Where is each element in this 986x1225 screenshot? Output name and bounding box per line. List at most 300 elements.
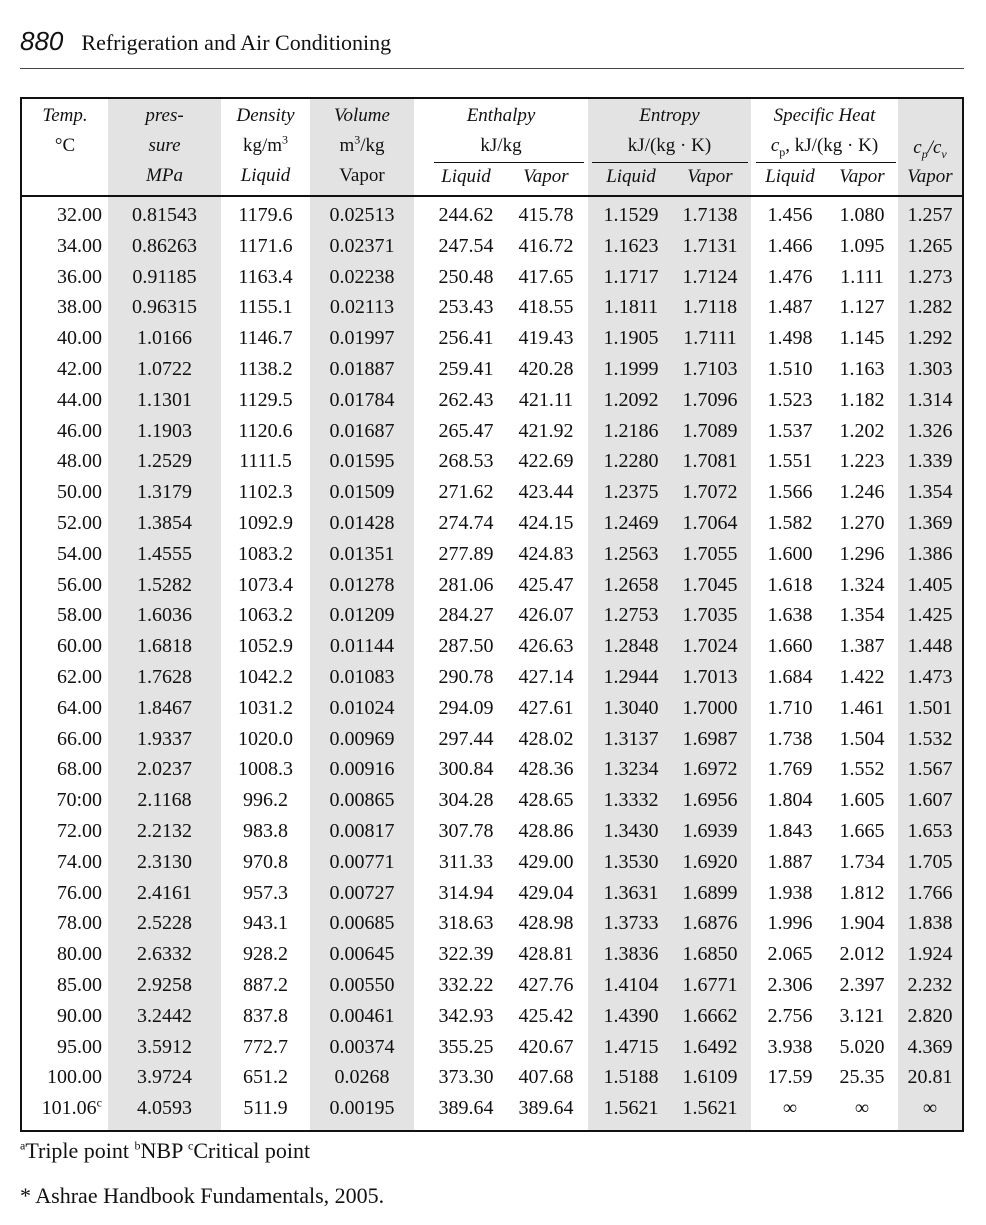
cell-sv: 1.7000 [682, 696, 738, 719]
cell-v: 0.01209 [329, 604, 395, 627]
cell-d: 1155.1 [238, 296, 293, 319]
cell-d: 1073.4 [238, 573, 293, 596]
cell-sl: 1.3137 [603, 727, 659, 750]
table-row [22, 508, 962, 539]
footnote-marker: b [134, 1138, 141, 1153]
cell-sl: 1.2280 [603, 450, 659, 473]
table-row [22, 1001, 962, 1032]
footnote-source: * Ashrae Handbook Fundamentals, 2005. [20, 1183, 385, 1208]
table-row [22, 385, 962, 416]
cell-cl: 1.738 [767, 727, 813, 750]
cell-hv: 428.98 [518, 912, 574, 935]
cell-k: 1.653 [907, 819, 953, 842]
cell-p: 1.3179 [137, 481, 192, 504]
cell-t: 46.00 [57, 419, 102, 442]
cell-sl: 1.3836 [603, 943, 659, 966]
cell-k: 1.386 [907, 542, 953, 565]
cell-v: 0.01351 [329, 542, 395, 565]
cell-v: 0.02513 [329, 204, 395, 226]
cell-k: 1.369 [907, 511, 953, 534]
cell-p: 0.86263 [132, 234, 197, 257]
cell-hl: 274.74 [438, 511, 494, 534]
cell-hl: 271.62 [438, 481, 494, 504]
header-specific-heat-vapor: Vapor [839, 166, 885, 187]
cell-d: 1031.2 [238, 696, 293, 719]
cell-v: 0.01595 [329, 450, 395, 473]
cell-p: 1.7628 [137, 665, 192, 688]
cell-sl: 1.2375 [603, 481, 659, 504]
cell-k: 1.532 [907, 727, 953, 750]
table-row [22, 662, 962, 693]
cell-k: 1.257 [907, 204, 953, 226]
cell-v: 0.00969 [329, 727, 395, 750]
cell-hl: 250.48 [438, 265, 494, 288]
cell-v: 0.00461 [329, 1004, 395, 1027]
cell-p: 2.0237 [137, 758, 192, 781]
cell-cv: 1.296 [839, 542, 885, 565]
cell-cv: 1.202 [839, 419, 885, 442]
table-row [22, 446, 962, 477]
cell-hv: 428.86 [518, 819, 574, 842]
cell-cl: 1.498 [767, 327, 813, 350]
cell-v: 0.01144 [329, 635, 395, 658]
cell-t: 70:00 [56, 789, 102, 812]
cell-hl: 284.27 [438, 604, 494, 627]
cell-v: 0.02238 [329, 265, 395, 288]
cell-hv: 418.55 [518, 296, 574, 319]
cell-d: 1042.2 [238, 665, 293, 688]
header-volume-unit: $m^3/kg$ [339, 132, 385, 156]
cell-cl: 3.938 [767, 1035, 813, 1058]
cell-t: 100.00 [47, 1066, 102, 1089]
header-enthalpy-liquid: Liquid [441, 166, 491, 187]
table-row [22, 939, 962, 970]
header-specific-heat-line1: Specific Heat [773, 105, 876, 126]
cell-hl: 290.78 [438, 665, 494, 688]
cell-t: 58.00 [57, 604, 102, 627]
cell-p: 0.91185 [132, 265, 197, 288]
cell-d: 1129.5 [238, 388, 293, 411]
cell-k: 1.473 [907, 665, 953, 688]
cell-sl: 1.2186 [603, 419, 659, 442]
cell-sv: 1.6850 [682, 943, 738, 966]
cell-cl: 2.306 [767, 973, 813, 996]
table-row [22, 785, 962, 816]
cell-sv: 1.7024 [682, 635, 738, 658]
cell-d: 996.2 [243, 789, 288, 812]
header-density-line1: Density [236, 105, 295, 126]
cell-v: 0.00916 [329, 758, 395, 781]
cell-p: 3.5912 [137, 1035, 192, 1058]
cell-hl: 281.06 [438, 573, 494, 596]
cell-sv: 1.7064 [682, 511, 738, 534]
cell-hl: 268.53 [438, 450, 494, 473]
cell-d: 1179.6 [238, 204, 293, 226]
cell-p: 1.5282 [137, 573, 192, 596]
cell-v: 0.00817 [329, 819, 395, 842]
cell-sv: 1.6662 [682, 1004, 738, 1027]
cell-p: 1.3854 [137, 511, 192, 534]
cell-sv: 1.6771 [682, 973, 738, 996]
header-rule [20, 68, 964, 69]
cell-v: 0.01887 [329, 357, 395, 380]
table-row [22, 416, 962, 447]
cell-d: 983.8 [243, 819, 288, 842]
cell-k: 1.354 [907, 481, 953, 504]
header-entropy-unit: kJ/(kg · K) [627, 135, 712, 156]
cell-sl: 1.4104 [603, 973, 659, 996]
cell-p: 0.81543 [132, 204, 197, 226]
cell-d: 1138.2 [238, 357, 293, 380]
cell-k: 1.425 [907, 604, 953, 627]
cell-cl: 1.537 [767, 419, 813, 442]
cell-cv: ∞ [854, 1097, 870, 1120]
header-temp-line1: Temp. [42, 105, 88, 126]
cell-hl: 265.47 [438, 419, 494, 442]
footnote-symbols [20, 1138, 310, 1164]
header-pressure-line2: sure [148, 135, 181, 156]
cell-sv: 1.6920 [682, 850, 738, 873]
cell-p: 1.1301 [137, 388, 192, 411]
header-density-unit: $kg/m^3$ [242, 132, 289, 156]
cell-hl: 373.30 [438, 1066, 494, 1089]
cell-cl: 1.804 [767, 789, 813, 812]
table-row [22, 354, 962, 385]
cell-hl: 297.44 [438, 727, 494, 750]
cell-sv: 1.7103 [682, 357, 738, 380]
cell-hl: 256.41 [438, 327, 494, 350]
table-row [22, 200, 962, 231]
cell-sl: 1.2469 [603, 511, 659, 534]
cell-p: 2.2132 [137, 819, 192, 842]
cell-p: 1.4555 [137, 542, 192, 565]
cell-k: 1.607 [907, 789, 953, 812]
cell-t: 54.00 [57, 542, 102, 565]
cell-t: 34.00 [57, 234, 102, 257]
table-row [22, 1093, 962, 1124]
table-body [22, 200, 962, 1124]
cell-hl: 300.84 [438, 758, 494, 781]
cell-t: 42.00 [57, 357, 102, 380]
cell-hv: 427.76 [518, 973, 574, 996]
cell-hl: 389.64 [438, 1097, 494, 1120]
cell-p: 0.96315 [132, 296, 197, 319]
cell-p: 1.1903 [137, 419, 192, 442]
cell-cv: 2.397 [839, 973, 885, 996]
cell-sl: 1.3234 [603, 758, 659, 781]
cell-hv: 419.43 [518, 327, 574, 350]
cell-v: 0.00195 [329, 1097, 395, 1120]
cell-hl: 244.62 [438, 204, 494, 226]
cell-k: 2.232 [907, 973, 953, 996]
cell-hv: 428.36 [518, 758, 574, 781]
cell-hv: 428.02 [518, 727, 574, 750]
cell-cv: 1.182 [839, 388, 885, 411]
cell-d: 1146.7 [238, 327, 293, 350]
cell-sv: 1.6987 [682, 727, 738, 750]
cell-hl: 311.33 [438, 850, 494, 873]
cell-hl: 322.39 [438, 943, 494, 966]
cell-hl: 314.94 [438, 881, 494, 904]
cell-p: 2.3130 [137, 850, 192, 873]
header-entropy-vapor: Vapor [687, 166, 733, 187]
header-separator [22, 195, 962, 197]
table-row [22, 477, 962, 508]
header-density-phase: Liquid [240, 165, 291, 186]
cell-cv: 1.605 [839, 789, 885, 812]
cell-d: 1063.2 [238, 604, 293, 627]
cell-sv: 1.7072 [682, 481, 738, 504]
cell-k: 1.282 [907, 296, 953, 319]
cell-hl: 318.63 [438, 912, 494, 935]
cell-d: 1163.4 [238, 265, 293, 288]
cell-k: 1.273 [907, 265, 953, 288]
cell-cv: 1.734 [839, 850, 885, 873]
cell-t: 80.00 [57, 943, 102, 966]
cell-v: 0.02113 [329, 296, 395, 319]
cell-v: 0.01278 [329, 573, 395, 596]
table-row [22, 262, 962, 293]
table-row [22, 600, 962, 631]
header-entropy-line1: Entropy [639, 105, 700, 126]
property-table [20, 97, 964, 1132]
cell-k: 1.303 [907, 357, 953, 380]
cell-cv: 1.270 [839, 511, 885, 534]
cell-t: 76.00 [57, 881, 102, 904]
cell-d: 1102.3 [238, 481, 293, 504]
table-row [22, 539, 962, 570]
table-row [22, 847, 962, 878]
cell-sl: 1.4390 [603, 1004, 659, 1027]
cell-t: 64.00 [57, 696, 102, 719]
cell-p: 2.5228 [137, 912, 192, 935]
cell-hl: 294.09 [438, 696, 494, 719]
cell-hl: 247.54 [438, 234, 494, 257]
cell-sl: 1.3430 [603, 819, 659, 842]
cell-sl: 1.1905 [603, 327, 659, 350]
cell-cl: 1.466 [767, 234, 813, 257]
footnote-text: Triple point [25, 1138, 135, 1163]
cell-d: 928.2 [243, 943, 288, 966]
cell-t: 85.00 [57, 973, 102, 996]
cell-t: 90.00 [57, 1004, 102, 1027]
cell-cv: 1.422 [839, 665, 885, 688]
cell-cl: 1.476 [767, 265, 813, 288]
footnote-text: Critical point [193, 1138, 311, 1163]
cell-cv: 1.095 [839, 234, 885, 257]
cell-d: 837.8 [243, 1004, 288, 1027]
cell-hl: 307.78 [438, 819, 494, 842]
cell-t: 101.06$^c$ [41, 1095, 102, 1120]
cell-cl: 17.59 [767, 1066, 813, 1089]
table-row [22, 570, 962, 601]
cell-t: 68.00 [57, 758, 102, 781]
table-row [22, 878, 962, 909]
cell-cl: 1.582 [767, 511, 813, 534]
cell-sv: 1.6939 [682, 819, 738, 842]
cell-hl: 262.43 [438, 388, 494, 411]
cell-d: 1111.5 [239, 450, 292, 473]
cell-cl: ∞ [782, 1097, 798, 1120]
cell-p: 1.0722 [137, 357, 192, 380]
cell-d: 651.2 [243, 1066, 288, 1089]
header-volume-line1: Volume [334, 105, 390, 126]
cell-sv: 1.6899 [682, 881, 738, 904]
cell-cv: 1.246 [839, 481, 885, 504]
cell-cv: 2.012 [839, 943, 885, 966]
cell-k: 1.314 [907, 388, 953, 411]
header-specific-heat-liquid: Liquid [765, 166, 815, 187]
table-row [22, 631, 962, 662]
cell-hl: 332.22 [438, 973, 494, 996]
cell-p: 4.0593 [137, 1097, 192, 1120]
cell-sl: 1.1717 [603, 265, 659, 288]
header-specific-heat-unit: $c_p$, kJ/(kg · K) [770, 135, 879, 159]
cell-sv: 1.7055 [682, 542, 738, 565]
cell-sl: 1.1529 [603, 204, 659, 226]
cell-d: 772.7 [243, 1035, 288, 1058]
cell-t: 52.00 [57, 511, 102, 534]
header-enthalpy-line1: Enthalpy [466, 105, 536, 126]
cell-k: 1.705 [907, 850, 953, 873]
cell-cv: 1.552 [839, 758, 885, 781]
cell-sl: 1.1811 [603, 296, 659, 319]
cell-cv: 1.812 [839, 881, 885, 904]
cell-t: 95.00 [57, 1035, 102, 1058]
cell-sl: 1.2563 [603, 542, 659, 565]
cell-sl: 1.2092 [603, 388, 659, 411]
cell-cl: 1.566 [767, 481, 813, 504]
cell-v: 0.00865 [329, 789, 395, 812]
cell-sl: 1.5621 [603, 1097, 659, 1120]
cell-hv: 417.65 [518, 265, 574, 288]
cell-p: 1.6036 [137, 604, 192, 627]
cell-cv: 1.127 [839, 296, 885, 319]
cell-sv: 1.7081 [682, 450, 738, 473]
cell-hv: 427.14 [518, 665, 574, 688]
cell-sl: 1.4715 [603, 1035, 659, 1058]
cell-k: 1.766 [907, 881, 953, 904]
cell-t: 74.00 [57, 850, 102, 873]
cell-d: 1092.9 [238, 511, 293, 534]
cell-hl: 259.41 [438, 357, 494, 380]
cell-cl: 1.523 [767, 388, 813, 411]
cell-v: 0.01428 [329, 511, 395, 534]
cell-sl: 1.2944 [603, 665, 659, 688]
cell-t: 36.00 [57, 265, 102, 288]
cell-sv: 1.6492 [682, 1035, 738, 1058]
cell-sl: 1.2753 [603, 604, 659, 627]
cell-cl: 2.065 [767, 943, 813, 966]
cell-p: 2.1168 [137, 789, 192, 812]
cell-sl: 1.3332 [603, 789, 659, 812]
cell-p: 2.6332 [137, 943, 192, 966]
table-row [22, 724, 962, 755]
cell-hv: 389.64 [518, 1097, 574, 1120]
header-entropy-liquid: Liquid [606, 166, 656, 187]
cell-sv: 1.7124 [682, 265, 738, 288]
cell-cl: 1.684 [767, 665, 813, 688]
cell-d: 1083.2 [238, 542, 293, 565]
cell-k: 1.326 [907, 419, 953, 442]
cell-sv: 1.7035 [682, 604, 738, 627]
cell-d: 887.2 [243, 973, 288, 996]
cell-sv: 1.7089 [682, 419, 738, 442]
cell-cl: 1.618 [767, 573, 813, 596]
cell-sv: 1.6972 [682, 758, 738, 781]
cell-v: 0.00685 [329, 912, 395, 935]
cell-k: 1.339 [907, 450, 953, 473]
table-row [22, 816, 962, 847]
cell-sl: 1.1623 [603, 234, 659, 257]
cell-k: ∞ [922, 1097, 938, 1120]
cell-v: 0.00645 [329, 943, 395, 966]
cell-p: 3.2442 [137, 1004, 192, 1027]
cell-v: 0.01997 [329, 327, 395, 350]
cell-p: 1.6818 [137, 635, 192, 658]
cell-cl: 1.456 [767, 204, 813, 226]
cell-cl: 1.510 [767, 357, 813, 380]
table-row [22, 323, 962, 354]
cell-cv: 1.223 [839, 450, 885, 473]
table-row [22, 693, 962, 724]
cell-t: 38.00 [57, 296, 102, 319]
cell-hv: 420.67 [518, 1035, 574, 1058]
cell-v: 0.01509 [329, 481, 395, 504]
cell-hl: 253.43 [438, 296, 494, 319]
cell-v: 0.01687 [329, 419, 395, 442]
cell-t: 56.00 [57, 573, 102, 596]
cell-sv: 1.6109 [682, 1066, 738, 1089]
cell-k: 1.838 [907, 912, 953, 935]
cell-hv: 416.72 [518, 234, 574, 257]
cell-hv: 429.00 [518, 850, 574, 873]
cell-t: 32.00 [57, 204, 102, 226]
cell-cv: 1.163 [839, 357, 885, 380]
cell-k: 1.567 [907, 758, 953, 781]
cell-v: 0.00550 [329, 973, 395, 996]
book-title: Refrigeration and Air Conditioning [81, 30, 392, 55]
cell-k: 1.405 [907, 573, 953, 596]
cell-hv: 425.47 [518, 573, 574, 596]
cell-d: 1052.9 [238, 635, 293, 658]
cell-hv: 407.68 [518, 1066, 574, 1089]
cell-cl: 1.938 [767, 881, 813, 904]
cell-v: 0.01024 [329, 696, 395, 719]
cell-sl: 1.2658 [603, 573, 659, 596]
cell-d: 957.3 [243, 881, 288, 904]
cell-k: 1.292 [907, 327, 953, 350]
table-row [22, 231, 962, 262]
cell-cl: 1.843 [767, 819, 813, 842]
cell-cl: 1.600 [767, 542, 813, 565]
cell-sl: 1.3631 [603, 881, 659, 904]
cell-k: 1.924 [907, 943, 953, 966]
cell-k: 1.265 [907, 234, 953, 257]
cell-t: 44.00 [57, 388, 102, 411]
cell-k: 1.501 [907, 696, 953, 719]
cell-t: 72.00 [57, 819, 102, 842]
cell-hv: 426.07 [518, 604, 574, 627]
cell-t: 50.00 [57, 481, 102, 504]
cell-hl: 355.25 [438, 1035, 494, 1058]
footnote-text: NBP [140, 1138, 189, 1163]
cell-v: 0.0268 [334, 1066, 390, 1089]
cell-sv: 1.6876 [682, 912, 738, 935]
table-row [22, 1032, 962, 1063]
cell-hv: 420.28 [518, 357, 574, 380]
cell-d: 943.1 [243, 912, 288, 935]
